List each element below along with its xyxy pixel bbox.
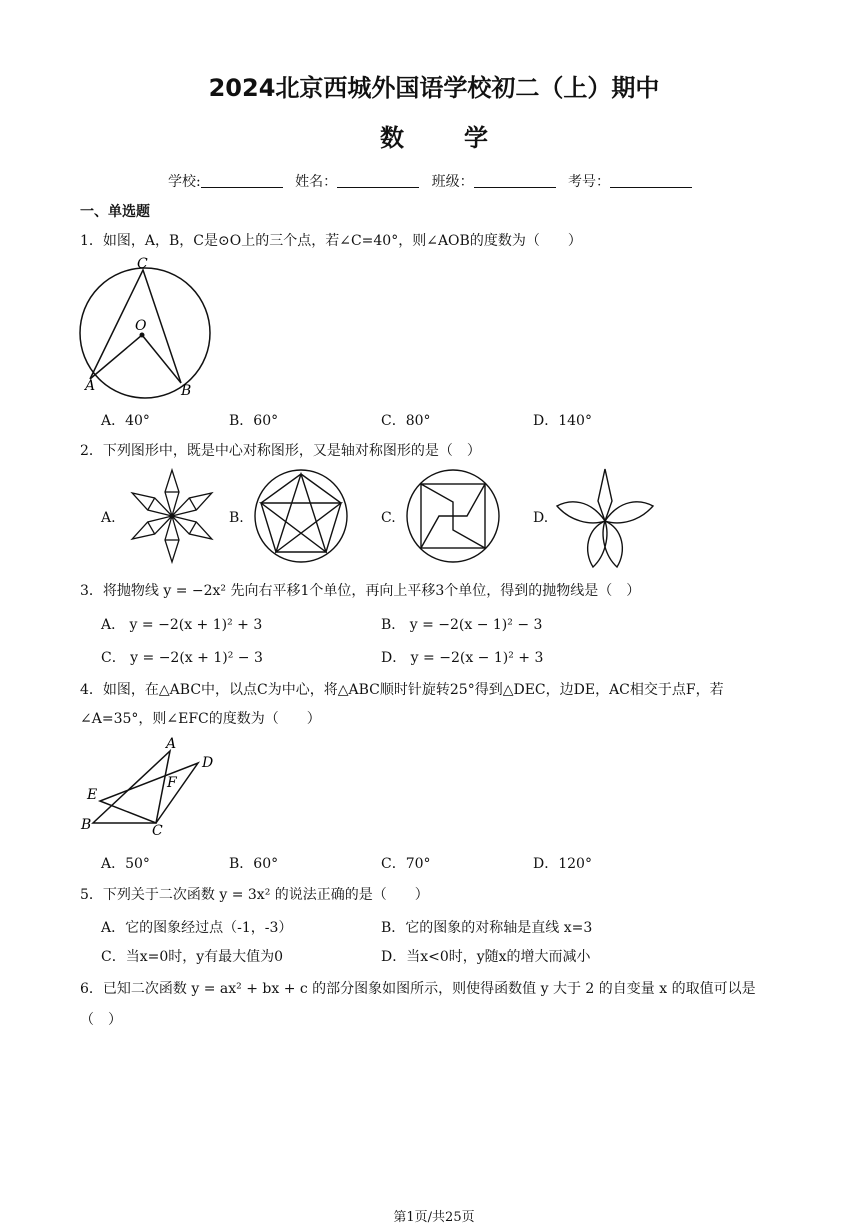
question-2-stem: 2．下列图形中，既是中心对称图形，又是轴对称图形的是（ ）	[80, 443, 481, 459]
q3-option-d[interactable]: D． y = −2(x − 1)² + 3	[381, 650, 544, 666]
label-c: C	[137, 256, 148, 272]
question-4-stem-line2: ∠A=35°，则∠EFC的度数为（ ）	[80, 711, 321, 727]
label-a: A	[85, 378, 96, 394]
q1-option-d[interactable]: D．140°	[533, 413, 592, 429]
question-3-stem: 3．将抛物线 y = −2x² 先向右平移1个单位，再向上平移3个单位，得到的抛物线是（ ）	[80, 583, 641, 599]
six-petal-star-icon	[125, 466, 219, 566]
pentagon-in-circle-icon	[253, 468, 349, 564]
q2-option-d[interactable]: D.	[533, 510, 549, 526]
q2-option-b[interactable]: B.	[229, 510, 244, 526]
question-6-stem-line1: 6．已知二次函数 y = ax² + bx + c 的部分图象如图所示，则使得函数值 y 大于 2 的自变量 x 的取值可以是	[80, 981, 756, 997]
school-label: 学校:	[167, 174, 201, 190]
three-petal-star-icon	[555, 465, 655, 569]
q1-option-b[interactable]: B．60°	[229, 413, 279, 429]
q4-option-b[interactable]: B．60°	[229, 856, 279, 872]
q3-option-a[interactable]: A． y = −2(x + 1)² + 3	[101, 617, 263, 633]
q2-option-c[interactable]: C.	[381, 510, 396, 526]
section-title: 一、单选题	[80, 204, 150, 220]
exam-number-label: 考号：	[568, 174, 611, 190]
question-5-stem: 5．下列关于二次函数 y = 3x² 的说法正确的是（ ）	[80, 887, 429, 903]
label-e: E	[87, 787, 98, 803]
name-label: 姓名：	[295, 174, 338, 190]
page-number: 第1页/共25页	[393, 1210, 475, 1225]
q4-option-a[interactable]: A．50°	[101, 856, 150, 872]
label-d: D	[202, 755, 214, 771]
question-1-stem: 1．如图，A，B，C是⊙O上的三个点，若∠C=40°，则∠AOB的度数为（ ）	[80, 233, 582, 249]
label-a: A	[166, 736, 177, 752]
class-blank[interactable]	[474, 173, 556, 188]
label-b: B	[81, 817, 92, 833]
class-label: 班级：	[431, 174, 474, 190]
question-4-stem-line1: 4．如图，在△ABC中，以点C为中心，将△ABC顺时针旋转25°得到△DEC，边DE，AC相交于点F，若	[80, 682, 724, 698]
school-blank[interactable]	[201, 173, 283, 188]
question-6-stem-line2: （ ）	[80, 1012, 122, 1028]
name-blank[interactable]	[337, 173, 419, 188]
q5-option-d[interactable]: D．当x<0时，y随x的增大而减小	[381, 949, 591, 965]
q4-option-d[interactable]: D．120°	[533, 856, 592, 872]
triangle-abc	[93, 751, 170, 823]
triangle-dec	[100, 763, 198, 823]
subject-title: 数学	[380, 124, 548, 152]
label-c: C	[152, 823, 163, 839]
label-o: O	[135, 318, 147, 334]
question-4-figure	[78, 733, 228, 843]
label-f: F	[167, 775, 177, 791]
exam-number-blank[interactable]	[610, 173, 692, 188]
q1-option-a[interactable]: A．40°	[101, 413, 150, 429]
q3-option-b[interactable]: B． y = −2(x − 1)² − 3	[381, 617, 543, 633]
q5-option-c[interactable]: C．当x=0时，y有最大值为0	[101, 949, 284, 965]
q5-option-b[interactable]: B．它的图象的对称轴是直线 x=3	[381, 920, 593, 936]
square-in-circle-icon	[405, 468, 501, 564]
q5-option-a[interactable]: A．它的图象经过点（-1，-3）	[101, 920, 293, 936]
q1-option-c[interactable]: C．80°	[381, 413, 431, 429]
student-info-row	[0, 171, 868, 191]
page-title: 2024北京西城外国语学校初二（上）期中	[208, 74, 660, 102]
q3-option-c[interactable]: C． y = −2(x + 1)² − 3	[101, 650, 263, 666]
q2-option-a[interactable]: A.	[101, 510, 116, 526]
q4-option-c[interactable]: C．70°	[381, 856, 431, 872]
label-b: B	[181, 383, 192, 399]
question-1-figure	[75, 255, 220, 405]
